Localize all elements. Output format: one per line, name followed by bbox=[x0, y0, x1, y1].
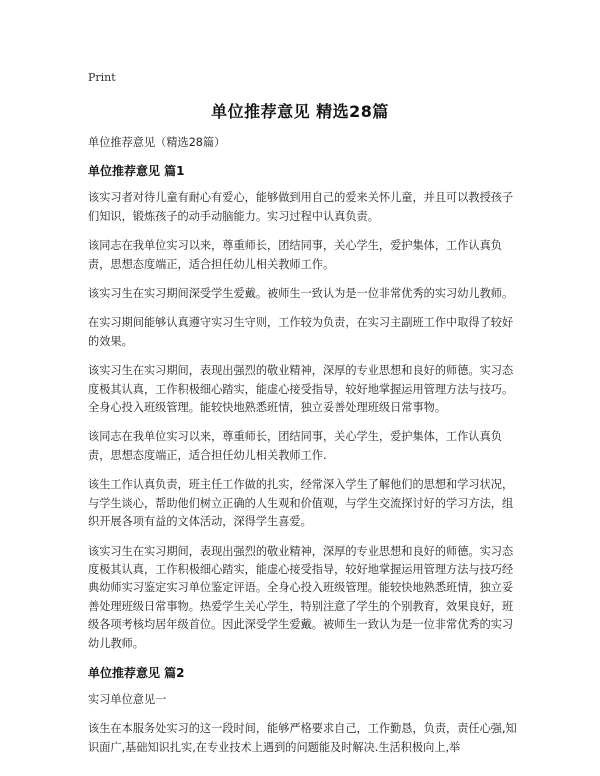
section-heading-1: 单位推荐意见 篇1 bbox=[88, 164, 185, 179]
paragraph: 该实习生在实习期间深受学生爱戴。被师生一致认为是一位非常优秀的实习幼儿教师。 bbox=[88, 287, 514, 301]
paragraph: 在实习期间能够认真遵守实习生守则，工作较为负责，在实习主副班工作中取得了较好的效果。 bbox=[88, 316, 514, 348]
print-link[interactable]: Print bbox=[88, 71, 116, 84]
paragraph: 实习单位意见一 bbox=[88, 692, 167, 706]
paragraph: 该实习生在实习期间，表现出强烈的敬业精神，深厚的专业思想和良好的师德。实习态度极其认真，工作积极细心踏实，能虚心接受指导，较好地掌握运用管理方法与技巧经典幼师实习鉴定实习单位鉴定评语。全身心投入班级管理。能较快地熟悉班情，独立妥善处理班级日常事物。热爱学生关心学生，特别注意了学生的个别教育，效果良好，班级各项考核均居年级首位。因此深受学生爱戴。被师生一致认为是一位非常优秀的实习幼儿教师。 bbox=[88, 544, 514, 650]
section-heading-2: 单位推荐意见 篇2 bbox=[88, 665, 185, 680]
page-title: 单位推荐意见 精选28篇 bbox=[211, 102, 389, 121]
document-body bbox=[88, 134, 524, 768]
document-subtitle: 单位推荐意见（精选28篇） bbox=[88, 136, 226, 149]
paragraph: 该同志在我单位实习以来，尊重师长，团结同事，关心学生，爱护集体，工作认真负责，思想态度端正，适合担任幼儿相关教师工作. bbox=[88, 430, 502, 462]
paragraph: 该生在本服务处实习的这一段时间，能够严格要求自己，工作勤恳，负责，责任心强,知识面广,基础知识扎实,在专业技术上遇到的问题能及时解决.生活积极向上,举 bbox=[88, 722, 517, 754]
paragraph: 该实习者对待儿童有耐心有爱心，能够做到用自己的爱来关怀儿童，并且可以教授孩子们知识，锻炼孩子的动手动脑能力。实习过程中认真负责。 bbox=[88, 191, 514, 223]
paragraph: 该同志在我单位实习以来，尊重师长，团结同事，关心学生，爱护集体，工作认真负责，思想态度端正，适合担任幼儿相关教师工作。 bbox=[88, 239, 502, 271]
paragraph: 该实习生在实习期间，表现出强烈的敬业精神，深厚的专业思想和良好的师德。实习态度极其认真，工作积极细心踏实，能虚心接受指导，较好地掌握运用管理方法与技巧。全身心投入班级管理。能较快地熟悉班情，独立妥善处理班级日常事物。 bbox=[88, 364, 514, 415]
paragraph: 该生工作认真负责，班主任工作做的扎实，经常深入学生了解他们的思想和学习状况，与学生谈心，帮助他们树立正确的人生观和价值观，与学生交流探讨好的学习方法，组织开展各项有益的文体活动，深得学生喜爱。 bbox=[88, 478, 514, 529]
